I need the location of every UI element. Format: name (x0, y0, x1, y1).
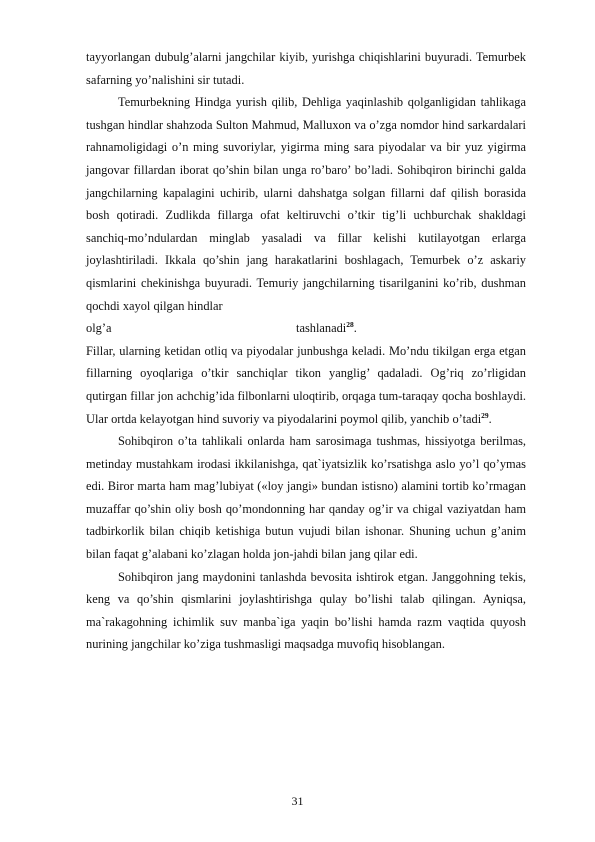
tail-right-group: tashlanadi$^{28}$. (296, 320, 357, 336)
paragraph-3: Fillar, ularning ketidan otliq va piyodalar junbushga keladi. Mo’ndu tikilgan erga etgan fillarning oyoqlariga o’tkir sanchiqlar tikon yanglig’ qadaladi. Og’riq zo’rligidan qutirgan fillar jon achchig’ida filbonlarni uloqtirib, orqaga tum-taraqay qocha boshlaydi. Ular ortda kelayotgan hind suvoriy va piyodalarini poymol qilib, yanchib o’tadi$^{29}$. (86, 343, 526, 426)
document-page (86, 46, 526, 656)
paragraph-2-tail (86, 317, 526, 340)
paragraph-4: Sohibqiron o’ta tahlikali onlarda ham sarosimaga tushmas, hissiyotga berilmas, metinday mustahkam irodasi ikkilanishga, qat`iyatsizlik ko’rsatishga aslo yo’l qo’ymas edi. Biror marta ham mag’lubiyat («loy jangi» bundan istisno) alamini tortib ko’rmagan muzaffar qo’shin oliy bosh qo’mondonning har qanday og’ir va chigal vaziyatdan ham tadbirkorlik bilan chiqib ketishiga butun vujudi bilan ishonar. Shuning uchun g’anim bilan faqat g’alabani ko’zlagan holda jon-jahdi bilan jang qilar edi. (86, 434, 526, 562)
tail-left-word: olg’a (86, 321, 112, 336)
page-number: 31 (291, 794, 304, 808)
footnote-ref-29: 29 (481, 410, 489, 420)
paragraph-1: tayyorlangan dubulg’alarni jangchilar kiyib, yurishga chiqishlarini buyuradi. Temurbek safarning yo’nalishini sir tutadi. (86, 50, 526, 87)
footnote-ref-28: 28 (346, 320, 354, 329)
paragraph-5: Sohibqiron jang maydonini tanlashda bevosita ishtirok etgan. Janggohning tekis, keng va qo’shin qismlarini joylashtirishga qulay bo’lishi talab qilingan. Ayniqsa, ma`rakagohning ichimlik suv manba`iga yaqin bo’lishi hamda razm vaqtida quyosh nurining jangchilar ko’ziga tushmasligi maqsadga muvofiq hisoblangan. (86, 569, 526, 652)
tail-right-word: tashlanadi (296, 321, 347, 336)
paragraph-2: Temurbekning Hindga yurish qilib, Dehliga yaqinlashib qolganligidan tahlikaga tushgan hindlar shahzoda Sulton Mahmud, Malluxon va o’zga nomdor hind sarkardalari rahnamoligidagi o’n ming suvoriylar, yigirma ming sara piyodalar va bir yuz yigirma jangovar fillardan iborat qo’shin bilan unga ro’baro’ bo’ladi. Sohibqiron birinchi galda jangchilarning kapalagini uchirib, ularni dahshatga solgan fillarni daf qilish borasida bosh qotiradi. Zudlikda fillarga ofat keltiruvchi o’tkir tig’li uchburchak shakldagi sanchiq-mo’ndulardan minglab yasaladi va fillar kelishi kutilayotgan erlarga joylashtiriladi. Ikkala qo’shin jang harakatlarini boshlagach, Temurbek o’z askariy qismlarini chekinishga buyuradi. Temuriy jangchilarning tisarilganini ko’rib, dushman qochdi xayol qilgan hindlar (86, 95, 526, 313)
paragraph-3-text: Fillar, ularning ketidan otliq va piyodalar junbushga keladi. Mo’ndu tikilgan erga etgan fillarning oyoqlariga o’tkir sanchiqlar tikon yanglig’ qadaladi. Og’riq zo’rligidan qutirgan fillar jon achchig’ida filbonlarni uloqtirib, orqaga tum-taraqay qocha boshlaydi. Ular ortda kelayotgan hind suvoriy va piyodalarini poymol qilib, yanchib o’tadi (86, 343, 526, 426)
